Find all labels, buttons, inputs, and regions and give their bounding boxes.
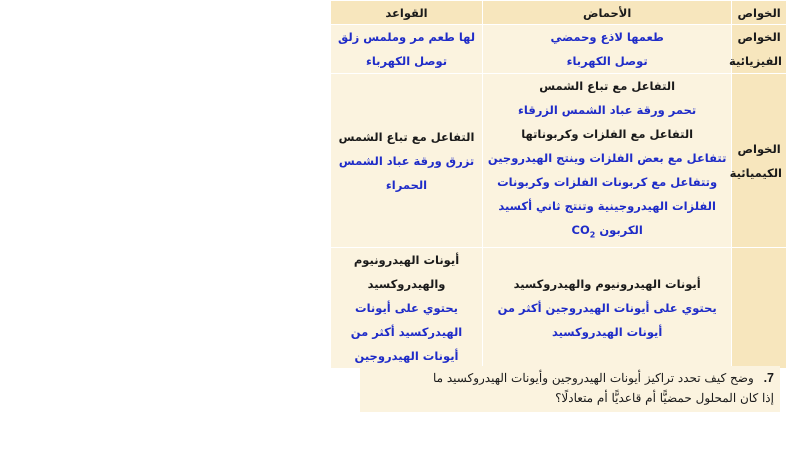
cell-text: تزرق ورقة عباد الشمس: [338, 153, 475, 168]
row-label-ions: [732, 248, 787, 369]
cell-text: تتفاعل مع بعض الفلزات وينتج الهيدروجين: [487, 151, 727, 165]
cell-ions-acids: [483, 248, 732, 369]
row-label-physical: [728, 25, 787, 74]
co2-subscript: 2: [589, 230, 596, 240]
header-bases: القواعد: [331, 1, 483, 25]
row-physical: [331, 25, 787, 74]
cell-text: وتتفاعل مع كربونات الفلزات وكربونات: [497, 175, 718, 189]
cell-text: أيونات الهيدرونيوم: [353, 253, 460, 268]
cell-text: والهيدروكسيد: [367, 277, 446, 292]
cell-text: أيونات الهيدروكسيد: [551, 325, 663, 340]
acids-bases-properties-table: [330, 0, 787, 369]
cell-text: يحتوي على أيونات الهيدروجين أكثر من: [497, 301, 717, 316]
cell-text: الحمراء: [385, 177, 428, 192]
question-number: 7.: [763, 371, 774, 385]
row-label-line: الكيميائية: [729, 165, 782, 180]
cell-text: الهيدركسيد أكثر من: [350, 325, 463, 340]
cell-ions-bases: [331, 248, 483, 369]
cell-text: التفاعل مع تباع الشمس: [539, 79, 676, 93]
question-line-1: [366, 368, 774, 388]
header-property: الخواص: [732, 1, 787, 25]
co2-main: CO: [571, 223, 590, 237]
table-header-row: [331, 1, 787, 25]
cell-physical-acids: [483, 25, 732, 74]
cell-text: توصل الكهرباء: [566, 54, 648, 68]
cell-text: توصل الكهرباء: [365, 54, 448, 68]
row-label-line: الخواص: [737, 30, 781, 44]
row-label-line: الفيزيائية: [728, 54, 782, 68]
cell-text: أيونات الهيدرونيوم والهيدروكسيد: [513, 277, 701, 292]
cell-chemical-acids: [483, 74, 732, 248]
cell-text: لها طعم مر وملمس زلق: [337, 30, 476, 44]
row-chemical: [331, 74, 787, 248]
cell-text: تحمر ورقة عباد الشمس الزرقاء: [518, 103, 697, 117]
cell-text: أيونات الهيدروجين: [354, 349, 459, 364]
header-acids: الأحماض: [483, 1, 732, 25]
question-7: [360, 366, 780, 412]
cell-text: الكربون: [599, 223, 643, 237]
cell-text: التفاعل مع الفلزات وكربوناتها: [521, 127, 694, 141]
cell-text: يحتوي على أيونات: [355, 301, 458, 316]
cell-text: الفلزات الهيدروجينية وتنتج ثاني أكسيد: [498, 199, 716, 213]
cell-text-co2-line: [487, 218, 727, 247]
row-label-line: الخواص: [737, 141, 781, 156]
cell-text: طعمها لاذع وحمضي: [550, 30, 664, 44]
cell-physical-bases: [331, 25, 483, 74]
co2-formula: [571, 223, 596, 240]
question-text-line-1: وضح كيف تحدد تراكيز أيونات الهيدروجين وأيونات الهيدروكسيد ما: [432, 371, 754, 385]
question-text-line-2: إذا كان المحلول حمضيًّا أم قاعديًّا أم متعادلًا؟: [555, 391, 774, 405]
cell-text: التفاعل مع تباع الشمس: [338, 129, 475, 144]
row-ions: [331, 248, 787, 369]
row-label-chemical: [729, 74, 787, 248]
cell-chemical-bases: [331, 74, 483, 248]
